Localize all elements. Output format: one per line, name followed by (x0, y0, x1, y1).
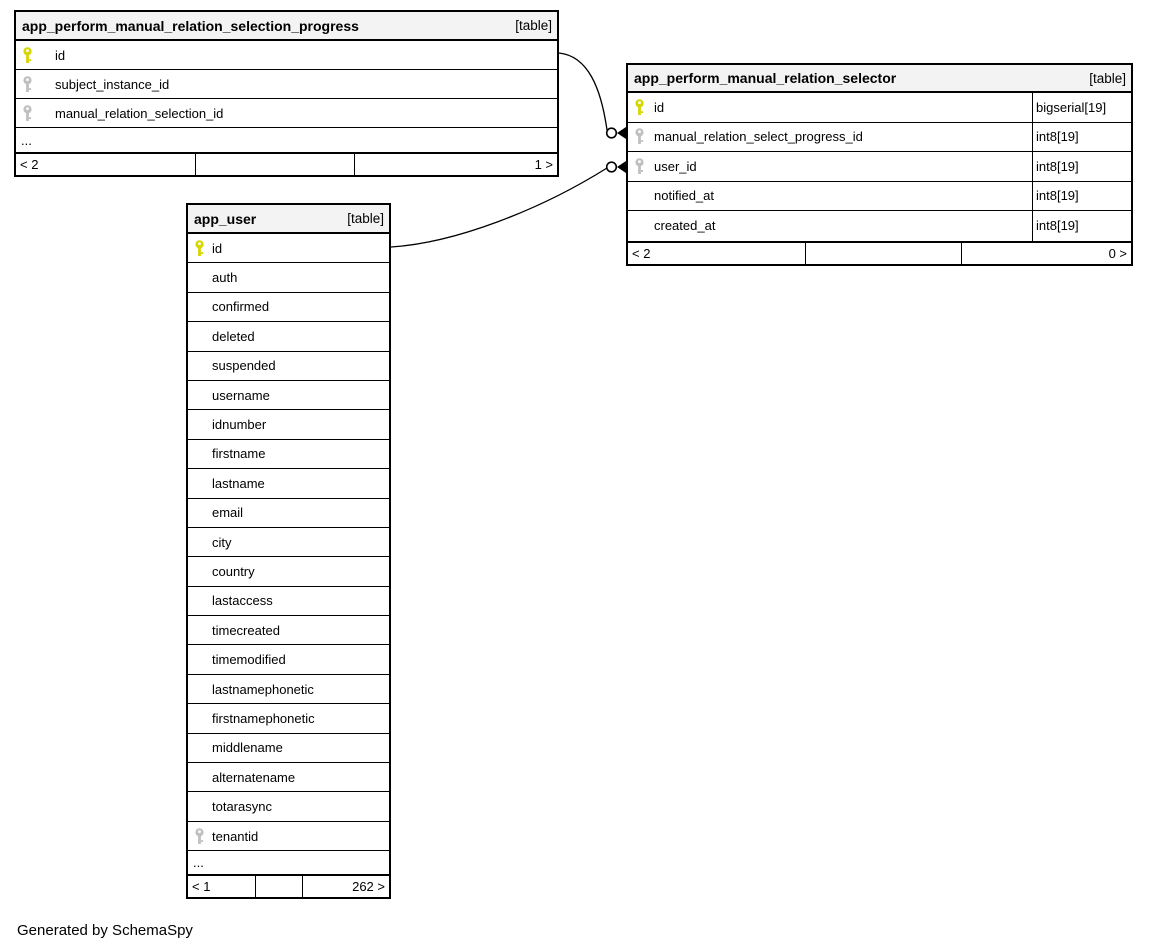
column-row-id (628, 93, 1131, 123)
foreign-key-icon (634, 128, 645, 145)
column-name: manual_relation_selection_id (55, 105, 224, 121)
degree-left: < 2 (632, 245, 651, 261)
degree-middle (255, 876, 303, 897)
key-spacer (194, 269, 205, 286)
key-spacer (194, 328, 205, 345)
entity-table-app_perform_manual_relation_selector[interactable] (626, 63, 1133, 266)
column-name: firstname (212, 446, 266, 462)
key-spacer (194, 298, 205, 315)
key-spacer (194, 798, 205, 815)
key-spacer (194, 651, 205, 668)
cardinality-circle-icon (607, 162, 617, 172)
ellipsis-label: ... (21, 132, 32, 148)
table-header[interactable] (16, 12, 557, 41)
column-name: lastnamephonetic (212, 681, 314, 697)
key-spacer (194, 622, 205, 639)
column-row-totarasync (188, 792, 389, 821)
degree-left: < 1 (192, 879, 211, 895)
column-row-tenantid (188, 822, 389, 851)
generator-credit: Generated by SchemaSpy (17, 922, 193, 939)
table-header[interactable] (188, 205, 389, 234)
column-row-id (188, 234, 389, 263)
primary-key-icon (22, 47, 33, 64)
column-name: lastaccess (212, 593, 273, 609)
column-row-lastnamephonetic (188, 675, 389, 704)
column-row-created_at (628, 211, 1131, 241)
arrowhead-icon (617, 127, 626, 139)
key-spacer (194, 416, 205, 433)
column-row-suspended (188, 352, 389, 381)
column-type: int8[19] (1032, 211, 1131, 241)
foreign-key-icon (634, 158, 645, 175)
key-spacer (634, 187, 645, 204)
foreign-key-icon (194, 828, 205, 845)
degree-middle (805, 243, 962, 264)
degree-right: 262 > (352, 879, 385, 895)
column-row-firstname (188, 440, 389, 469)
key-spacer (194, 710, 205, 727)
column-name: middlename (212, 740, 283, 756)
column-name: totarasync (212, 799, 272, 815)
relationship-app_perform_manual_relation_selection_progress-id-to-manual_relation_select_progress_id (559, 53, 626, 139)
key-spacer (194, 769, 205, 786)
entity-table-app_user[interactable] (186, 203, 391, 899)
column-name: manual_relation_select_progress_id (654, 129, 863, 145)
column-name: notified_at (654, 188, 714, 204)
foreign-key-icon (22, 76, 33, 93)
column-name: timecreated (212, 622, 280, 638)
column-row-country (188, 557, 389, 586)
column-row-confirmed (188, 293, 389, 322)
hidden-columns-ellipsis (188, 851, 389, 874)
column-name: tenantid (212, 828, 259, 844)
column-row-timecreated (188, 616, 389, 645)
column-row-middlename (188, 734, 389, 763)
column-row-firstnamephonetic (188, 704, 389, 733)
key-spacer (194, 592, 205, 609)
column-row-id (16, 41, 557, 70)
degree-row (628, 241, 1131, 264)
column-name: lastname (212, 475, 265, 491)
column-type: bigserial[19] (1032, 93, 1131, 122)
column-name: id (55, 47, 66, 63)
key-spacer (194, 563, 205, 580)
column-row-username (188, 381, 389, 410)
column-type: int8[19] (1032, 182, 1131, 211)
hidden-columns-ellipsis (16, 128, 557, 152)
column-name: country (212, 563, 255, 579)
column-row-deleted (188, 322, 389, 351)
table-type-badge: [table] (515, 18, 552, 33)
column-name: id (654, 99, 665, 115)
column-row-auth (188, 263, 389, 292)
column-row-lastaccess (188, 587, 389, 616)
column-row-notified_at (628, 182, 1131, 212)
column-row-alternatename (188, 763, 389, 792)
column-name: email (212, 505, 244, 521)
ellipsis-label: ... (193, 855, 204, 871)
column-name: alternatename (212, 769, 296, 785)
key-spacer (194, 739, 205, 756)
column-row-manual_relation_select_progress_id (628, 123, 1131, 153)
degree-right: 1 > (534, 157, 553, 172)
degree-row (188, 874, 389, 897)
primary-key-icon (194, 240, 205, 257)
key-spacer (194, 534, 205, 551)
column-name: city (212, 534, 232, 550)
column-name: id (212, 240, 223, 256)
table-name: app_user (194, 210, 257, 227)
column-row-city (188, 528, 389, 557)
key-spacer (194, 504, 205, 521)
column-row-user_id (628, 152, 1131, 182)
column-row-idnumber (188, 410, 389, 439)
table-type-badge: [table] (1089, 70, 1126, 86)
degree-row (16, 152, 557, 175)
table-header[interactable] (628, 65, 1131, 93)
column-name: subject_instance_id (55, 76, 170, 92)
key-spacer (194, 475, 205, 492)
column-name: auth (212, 270, 238, 286)
degree-middle (195, 154, 356, 175)
column-row-email (188, 499, 389, 528)
column-name: suspended (212, 358, 276, 374)
key-spacer (194, 357, 205, 374)
column-name: user_id (654, 158, 697, 174)
column-name: confirmed (212, 299, 270, 315)
column-name: username (212, 387, 270, 403)
column-name: timemodified (212, 652, 286, 668)
column-type: int8[19] (1032, 152, 1131, 181)
column-row-timemodified (188, 645, 389, 674)
key-spacer (194, 445, 205, 462)
primary-key-icon (634, 99, 645, 116)
arrowhead-icon (617, 161, 626, 173)
column-row-lastname (188, 469, 389, 498)
table-type-badge: [table] (347, 211, 384, 226)
column-name: idnumber (212, 417, 267, 433)
column-name: firstnamephonetic (212, 710, 315, 726)
cardinality-circle-icon (607, 128, 617, 138)
column-name: deleted (212, 328, 255, 344)
foreign-key-icon (22, 105, 33, 122)
table-name: app_perform_manual_relation_selection_progress (22, 17, 359, 34)
column-row-subject_instance_id (16, 70, 557, 99)
column-name: created_at (654, 218, 716, 234)
degree-left: < 2 (20, 157, 39, 172)
entity-table-app_perform_manual_relation_selection_progress[interactable] (14, 10, 559, 177)
degree-right: 0 > (1108, 245, 1127, 261)
column-type: int8[19] (1032, 123, 1131, 152)
key-spacer (194, 387, 205, 404)
key-spacer (194, 681, 205, 698)
key-spacer (634, 217, 645, 234)
column-row-manual_relation_selection_id (16, 99, 557, 128)
table-name: app_perform_manual_relation_selector (634, 70, 897, 86)
